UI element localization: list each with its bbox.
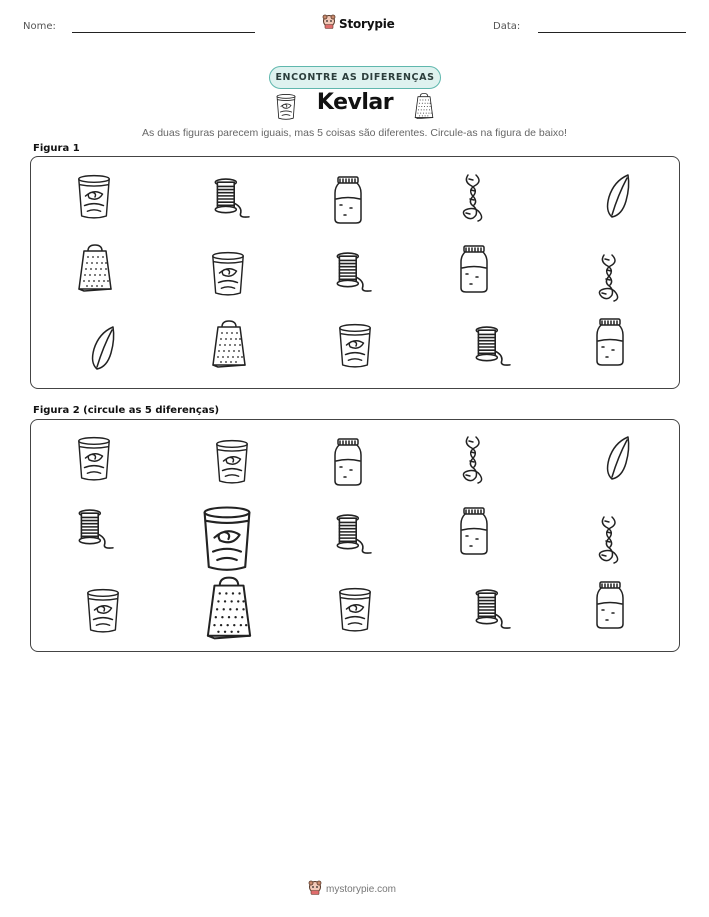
date-line[interactable] xyxy=(538,32,686,33)
figure2-label: Figura 2 (circule as 5 diferenças) xyxy=(33,405,220,416)
leaf-icon[interactable] xyxy=(89,325,117,371)
instructions: As duas figuras parecem iguais, mas 5 coisas são diferentes. Circule-as na figura de baixo! xyxy=(142,127,567,139)
rope-knot-icon[interactable] xyxy=(458,435,488,485)
spool-icon[interactable] xyxy=(73,509,115,551)
glass-icon[interactable] xyxy=(209,250,247,298)
jar-icon[interactable] xyxy=(594,317,626,367)
spool-icon[interactable] xyxy=(470,326,512,368)
jar-icon[interactable] xyxy=(458,244,490,294)
grater-icon[interactable] xyxy=(201,575,257,641)
spool-icon[interactable] xyxy=(209,178,251,220)
date-label: Data: xyxy=(493,21,521,32)
grater-icon xyxy=(413,92,435,120)
brand-name: Storypie xyxy=(339,16,395,31)
footer-url[interactable]: mystorypie.com xyxy=(326,884,397,895)
jar-icon[interactable] xyxy=(594,580,626,630)
storypie-mascot-icon xyxy=(322,14,336,33)
brand-logo xyxy=(322,14,395,33)
rope-knot-icon[interactable] xyxy=(458,173,488,223)
glass-icon[interactable] xyxy=(336,322,374,370)
footer xyxy=(308,880,396,899)
figure1-label: Figura 1 xyxy=(33,143,80,154)
name-label: Nome: xyxy=(23,21,56,32)
spool-icon[interactable] xyxy=(470,589,512,631)
jar-icon[interactable] xyxy=(458,506,490,556)
glass-icon xyxy=(274,93,298,121)
glass-icon[interactable] xyxy=(199,504,255,574)
grater-icon[interactable] xyxy=(75,243,115,293)
rope-knot-icon[interactable] xyxy=(594,253,624,303)
jar-icon[interactable] xyxy=(332,175,364,225)
leaf-icon[interactable] xyxy=(604,173,632,219)
glass-icon[interactable] xyxy=(84,587,122,635)
spool-icon[interactable] xyxy=(331,514,373,556)
storypie-mascot-icon xyxy=(308,880,322,899)
banner-pill: ENCONTRE AS DIFERENÇAS xyxy=(269,66,441,89)
grater-icon[interactable] xyxy=(209,319,249,369)
jar-icon[interactable] xyxy=(332,437,364,487)
leaf-icon[interactable] xyxy=(604,435,632,481)
glass-icon[interactable] xyxy=(336,586,374,634)
glass-icon[interactable] xyxy=(75,435,113,483)
spool-icon[interactable] xyxy=(331,252,373,294)
glass-icon[interactable] xyxy=(213,438,251,486)
page-title: Kevlar xyxy=(316,90,394,115)
glass-icon[interactable] xyxy=(75,173,113,221)
rope-knot-icon[interactable] xyxy=(594,515,624,565)
name-line[interactable] xyxy=(72,32,255,33)
